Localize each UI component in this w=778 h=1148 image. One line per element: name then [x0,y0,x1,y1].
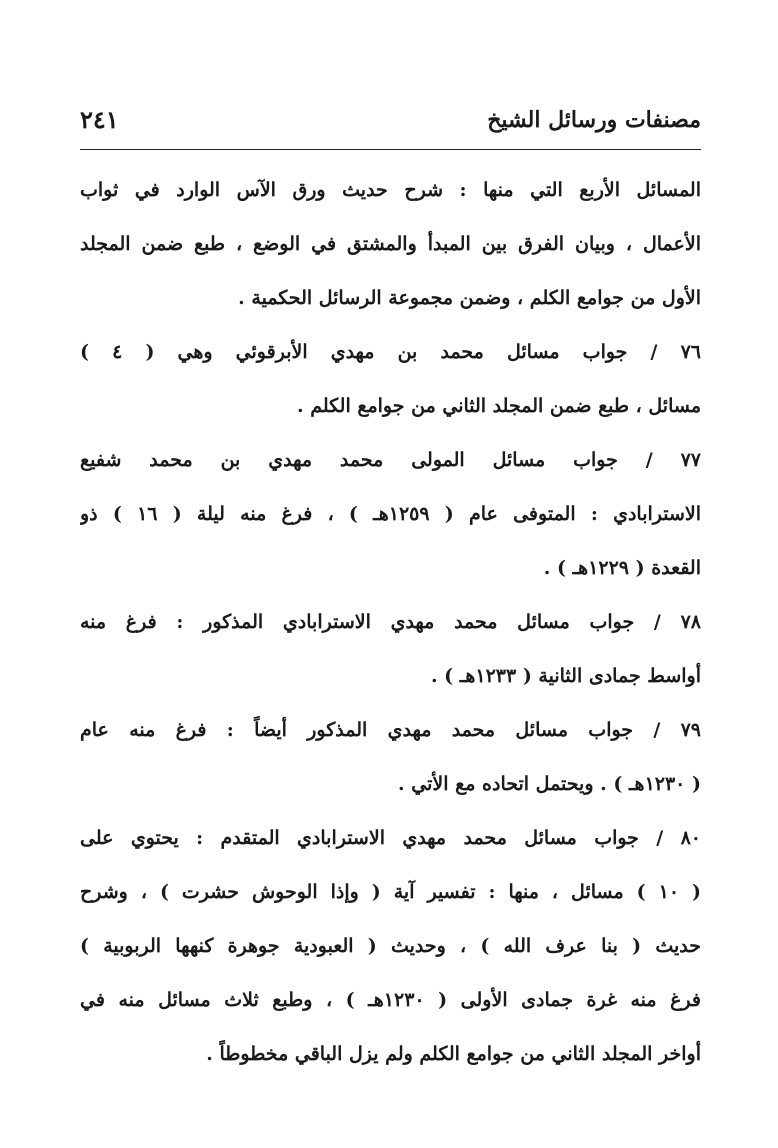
text-line: حديث ( بنا عرف الله ) ، وحديث ( العبودية جوهرة كنهها الربوبية ) [80,935,701,957]
page-header [80,100,701,140]
text-line: المسائل الأربع التي منها : شرح حديث ورق الآس الوارد في ثواب [80,179,701,201]
body-text [80,163,701,1081]
text-line: أواسط جمادى الثانية ( ١٢٣٣هـ ) . [430,665,701,687]
text-line: القعدة ( ١٢٢٩هـ ) . [543,557,701,579]
text-line: ٨٠ / جواب مسائل محمد مهدي الاسترابادي المتقدم : يحتوي على [80,827,701,849]
text-line: ٧٧ / جواب مسائل المولى محمد مهدي بن محمد شفيع [80,449,701,471]
text-line: أواخر المجلد الثاني من جوامع الكلم ولم يزل الباقي مخطوطاً . [206,1043,701,1065]
text-line: الأعمال ، وبيان الفرق بين المبدأ والمشتق في الوضع ، طبع ضمن المجلد [80,233,701,255]
text-line: فرغ منه غرة جمادى الأولى ( ١٢٣٠هـ ) ، وطبع ثلاث مسائل منه في [80,989,701,1011]
page-number: ٢٤١ [80,105,119,134]
text-line: مسائل ، طبع ضمن المجلد الثاني من جوامع الكلم . [297,395,701,417]
header-rule [80,149,701,150]
text-line: ٧٩ / جواب مسائل محمد مهدي المذكور أيضاً : فرغ منه عام [80,719,701,741]
text-line: ( ١٢٣٠هـ ) . ويحتمل اتحاده مع الأتي . [398,773,701,795]
text-line: الأول من جوامع الكلم ، وضمن مجموعة الرسائل الحكمية . [238,287,701,309]
running-title: مصنفات ورسائل الشيخ [487,107,701,133]
text-line: ٧٦ / جواب مسائل محمد بن مهدي الأبرقوئي وهي ( ٤ ) [80,341,701,363]
text-line: ( ١٠ ) مسائل ، منها : تفسير آية ( وإذا الوحوش حشرت ) ، وشرح [80,881,701,903]
text-line: الاسترابادي : المتوفى عام ( ١٢٥٩هـ ) ، فرغ منه ليلة ( ١٦ ) ذو [80,503,701,525]
text-line: ٧٨ / جواب مسائل محمد مهدي الاسترابادي المذكور : فرغ منه [80,611,701,633]
